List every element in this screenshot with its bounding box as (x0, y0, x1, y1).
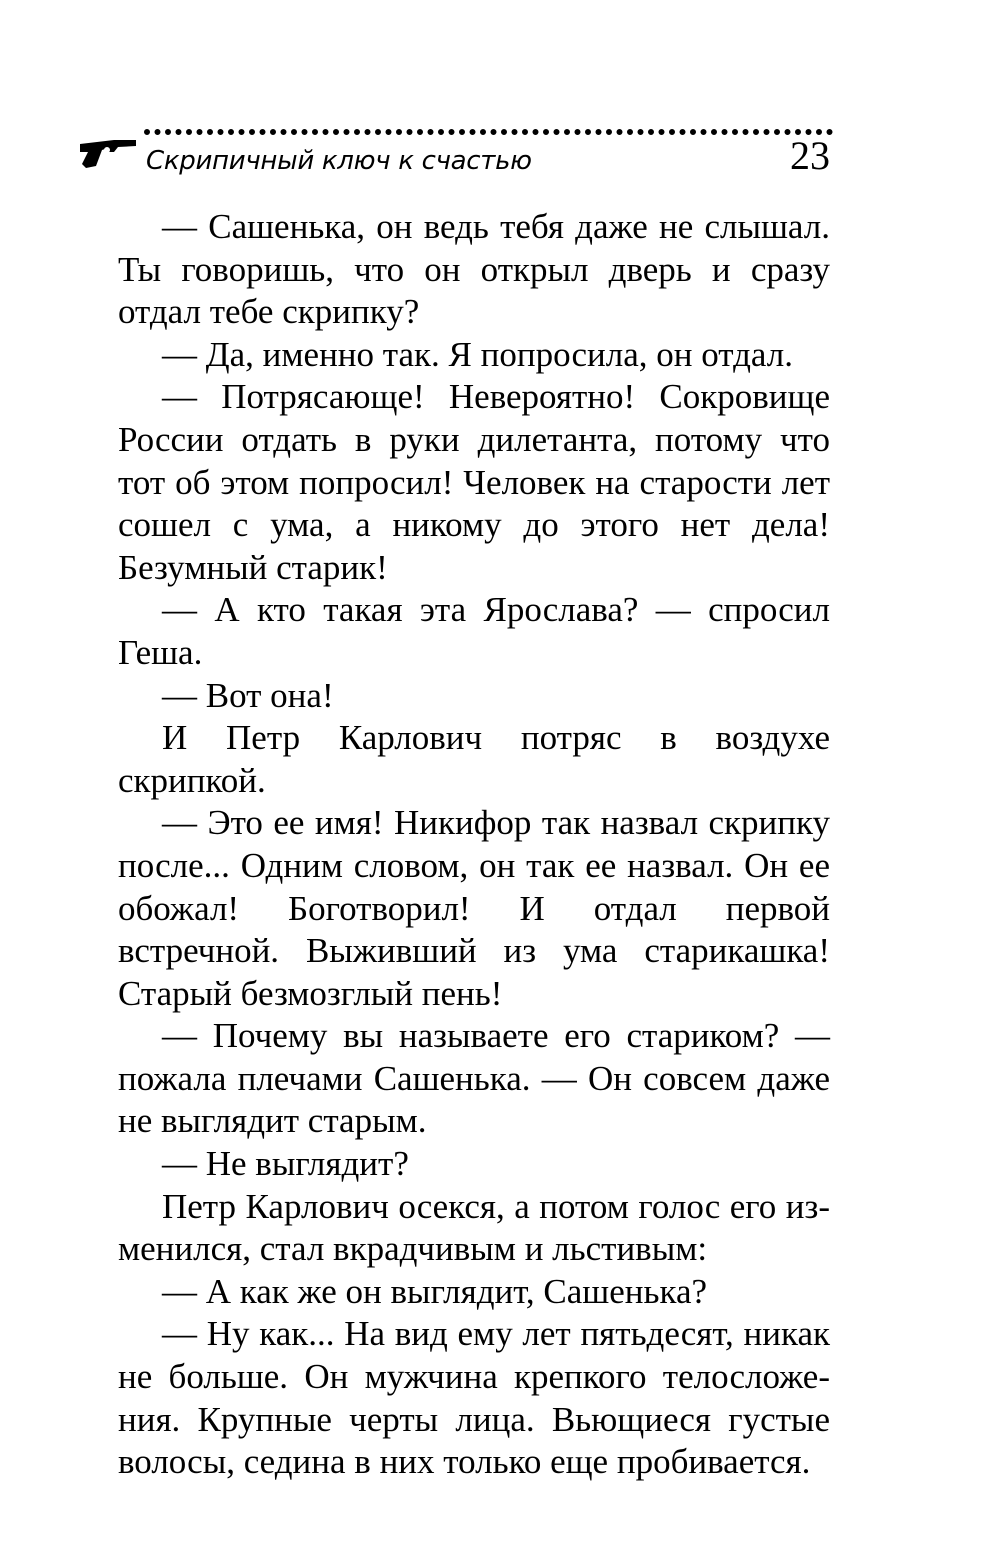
paragraph: Петр Карлович осекся, а потом голос его изменился, стал вкрадчивым и льстивым: (118, 1186, 830, 1269)
paragraph: — Вот она! (162, 675, 334, 715)
paragraph: — Не выглядит? (162, 1144, 409, 1184)
paragraph: — А как же он выглядит, Сашенька? (162, 1271, 708, 1311)
dotted-rule (144, 126, 834, 138)
revolver-icon (74, 130, 138, 170)
paragraph: И Петр Карлович потряс в воздухе скрипкой. (118, 718, 830, 800)
paragraph: — Да, именно так. Я попросила, он отдал. (162, 334, 793, 374)
paragraph: — А кто такая эта Ярослава? — спросил Геша. (118, 590, 830, 672)
body-text (118, 206, 830, 1484)
paragraph: — Ну как... На вид ему лет пятьдесят, никак не больше. Он мужчина крепкого телосложения. Крупные черты лица. Вьющиеся густые волосы, седина в них только еще пробивается. (118, 1314, 830, 1482)
running-title: Скрипичный ключ к счастью (146, 146, 532, 176)
running-header (74, 126, 838, 182)
paragraph: — Сашенька, он ведь тебя даже не слышал. Ты говоришь, что он открыл дверь и сразу отдал тебе скрипку? (118, 207, 830, 332)
paragraph: — Потрясающе! Невероятно! Сокровище России отдать в руки дилетанта, потому что тот об этом попросил! Человек на старости лет сошел с ума, а никому до этого нет дела! Безумный старик! (118, 377, 830, 587)
paragraph: — Почему вы называете его стариком? — пожала плечами Сашенька. — Он совсем даже не выглядит старым. (118, 1016, 830, 1141)
page-number: 23 (790, 133, 830, 178)
paragraph: — Это ее имя! Никифор так назвал скрипку после... Одним словом, он так ее назвал. Он ее обожал! Боготворил! И отдал первой встречной. Выживший из ума старикашка! Старый безмозглый пень! (118, 803, 830, 1013)
